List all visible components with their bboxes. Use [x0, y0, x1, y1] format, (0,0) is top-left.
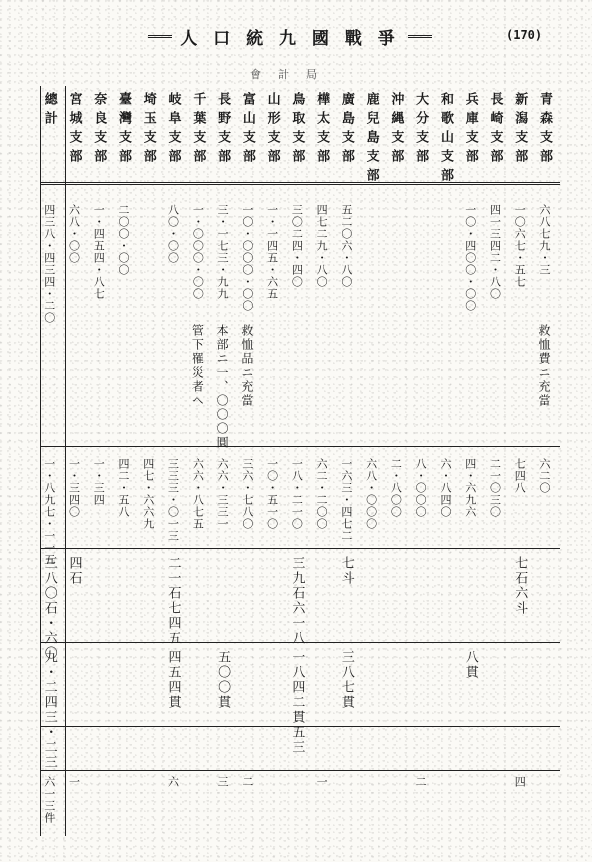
column-header: 宮城支部 [66, 92, 82, 168]
table-cell: 四石 [66, 556, 82, 586]
column-header: 山形支部 [264, 92, 280, 168]
table-cell: 三八七貫 [338, 650, 354, 710]
table-cell: 四三八・四三四・二〇 [42, 204, 56, 324]
table-cell: 一・八九七・一一五 [42, 458, 56, 566]
table-cell: 二一石七四五 [165, 556, 181, 646]
column-header: 埼玉支部 [140, 92, 156, 168]
table-cell: 二 [240, 776, 254, 788]
column-header: 長崎支部 [487, 92, 503, 168]
column-header: 和歌山支部 [437, 92, 453, 187]
header-rule-left [148, 35, 172, 38]
column-header: 沖縄支部 [388, 92, 404, 168]
table-column [362, 86, 387, 836]
table-cell: 七斗 [338, 556, 354, 586]
column-header: 廣島支部 [338, 92, 354, 168]
table-cell: 四一三四二・八〇 [488, 204, 502, 300]
table-cell: 四二・五八 [117, 458, 131, 518]
table-column [510, 86, 535, 836]
table-cell: 八〇・〇〇 [166, 204, 180, 264]
table-column [238, 86, 263, 836]
table-column [139, 86, 164, 836]
table-cell: 四七・六六九 [141, 458, 155, 530]
table-cell: 一・〇〇〇・〇〇 [191, 204, 205, 300]
table-cell: 六一三件 [42, 776, 56, 824]
table-cell: 一〇六七・五七 [513, 204, 527, 288]
table-cell: 六八七九・三 [537, 204, 551, 276]
table-cell: 三・一七三・九九 [216, 204, 230, 300]
table-cell: 八貫 [462, 650, 478, 680]
table-cell: 二・八〇〇 [389, 458, 403, 518]
table-column [189, 86, 214, 836]
table-cell: 三九石六一八 [289, 556, 305, 646]
table-column [486, 86, 511, 836]
table-cell: 一八四二貫五三 [289, 650, 305, 755]
table-cell: 六 [166, 776, 180, 788]
table-column [312, 86, 337, 836]
column-header: 鳥取支部 [289, 92, 305, 168]
table-cell: 二 [414, 776, 428, 788]
table-cell: 一八・二一〇 [290, 458, 304, 530]
column-header: 總計 [41, 92, 57, 130]
table-column [65, 86, 90, 836]
table-cell: 一〇・〇〇〇・〇〇 [240, 204, 254, 312]
table-cell: 六二〇 [537, 458, 551, 494]
header-rule-right [408, 35, 432, 38]
table-cell: 一六三・四七二 [339, 458, 353, 542]
table-column [461, 86, 486, 836]
table-cell: 一 [315, 776, 329, 788]
table-column [40, 86, 65, 836]
table-cell: 二〇〇・〇〇 [117, 204, 131, 276]
table-cell: 一・四五四・八七 [92, 204, 106, 300]
table-column [114, 86, 139, 836]
table-cell: 六八・〇〇〇 [364, 458, 378, 530]
table-cell: 五〇〇貫 [215, 650, 231, 710]
column-header: 富山支部 [239, 92, 255, 168]
contribution-table [40, 86, 560, 836]
column-header: 奈良支部 [91, 92, 107, 168]
column-header: 岐阜支部 [165, 92, 181, 168]
table-column [535, 86, 560, 836]
table-cell: 六六・三三一 [216, 458, 230, 530]
table-cell: 一・一四五・六五 [265, 204, 279, 300]
table-cell: 三六・七八〇 [240, 458, 254, 530]
page-number: (170) [506, 28, 543, 42]
page-title: 人 口 統 九 國 戰 爭 [180, 28, 400, 49]
table-cell: 七四八 [513, 458, 527, 494]
table-cell: 管下罹災者ヘ [190, 324, 205, 408]
column-header: 大分支部 [413, 92, 429, 168]
table-cell: 一〇・五一〇 [265, 458, 279, 530]
table-column [436, 86, 461, 836]
table-cell: 八・〇〇〇 [414, 458, 428, 518]
page-header [140, 22, 440, 50]
column-header: 長野支部 [215, 92, 231, 168]
column-header: 樺太支部 [314, 92, 330, 168]
table-column [288, 86, 313, 836]
table-cell: 救恤品ニ充當 [239, 324, 254, 408]
table-cell: 九・二四三・二三 [41, 650, 57, 770]
table-cell: 一・三四 [92, 458, 106, 506]
table-cell: 六六・八七五 [191, 458, 205, 530]
table-column [263, 86, 288, 836]
column-header: 鹿兒島支部 [363, 92, 379, 187]
column-header: 千葉支部 [190, 92, 206, 168]
column-header: 新潟支部 [512, 92, 528, 168]
table-cell: 三〇二四・四〇 [290, 204, 304, 288]
table-column [387, 86, 412, 836]
table-cell: 三八〇石・六〇 [41, 556, 57, 661]
total-column-divider [65, 86, 66, 836]
table-cell: 五二〇六・八〇 [339, 204, 353, 288]
table-cell: 七石六斗 [512, 556, 528, 616]
table-cell: 四七二九・八〇 [315, 204, 329, 288]
table-cell: 一 [67, 776, 81, 788]
table-cell: 本部ニ一、〇〇〇圓 [215, 324, 230, 450]
table-cell: 救恤費ニ充當 [536, 324, 551, 408]
table-cell: 三三三・〇一三 [166, 458, 180, 542]
table-cell: 一〇・四〇〇・〇〇 [463, 204, 477, 312]
table-cell: 四・六九六 [463, 458, 477, 518]
table-cell: 四 [513, 776, 527, 788]
table-column [90, 86, 115, 836]
table-column [164, 86, 189, 836]
table-column [411, 86, 436, 836]
table-cell: 六八・〇〇 [67, 204, 81, 264]
table-cell: 三 [216, 776, 230, 788]
table-cell: 六・八四〇 [438, 458, 452, 518]
subheading: 會 計 局 [250, 68, 320, 81]
table-cell: 一・三四〇 [67, 458, 81, 518]
table-cell: 六二・二〇〇 [315, 458, 329, 530]
table-column [213, 86, 238, 836]
table-column [337, 86, 362, 836]
column-header: 臺灣支部 [116, 92, 132, 168]
column-header: 青森支部 [536, 92, 552, 168]
column-header: 兵庫支部 [462, 92, 478, 168]
table-cell: 二一〇三〇 [488, 458, 502, 518]
table-cell: 四五四貫 [165, 650, 181, 710]
